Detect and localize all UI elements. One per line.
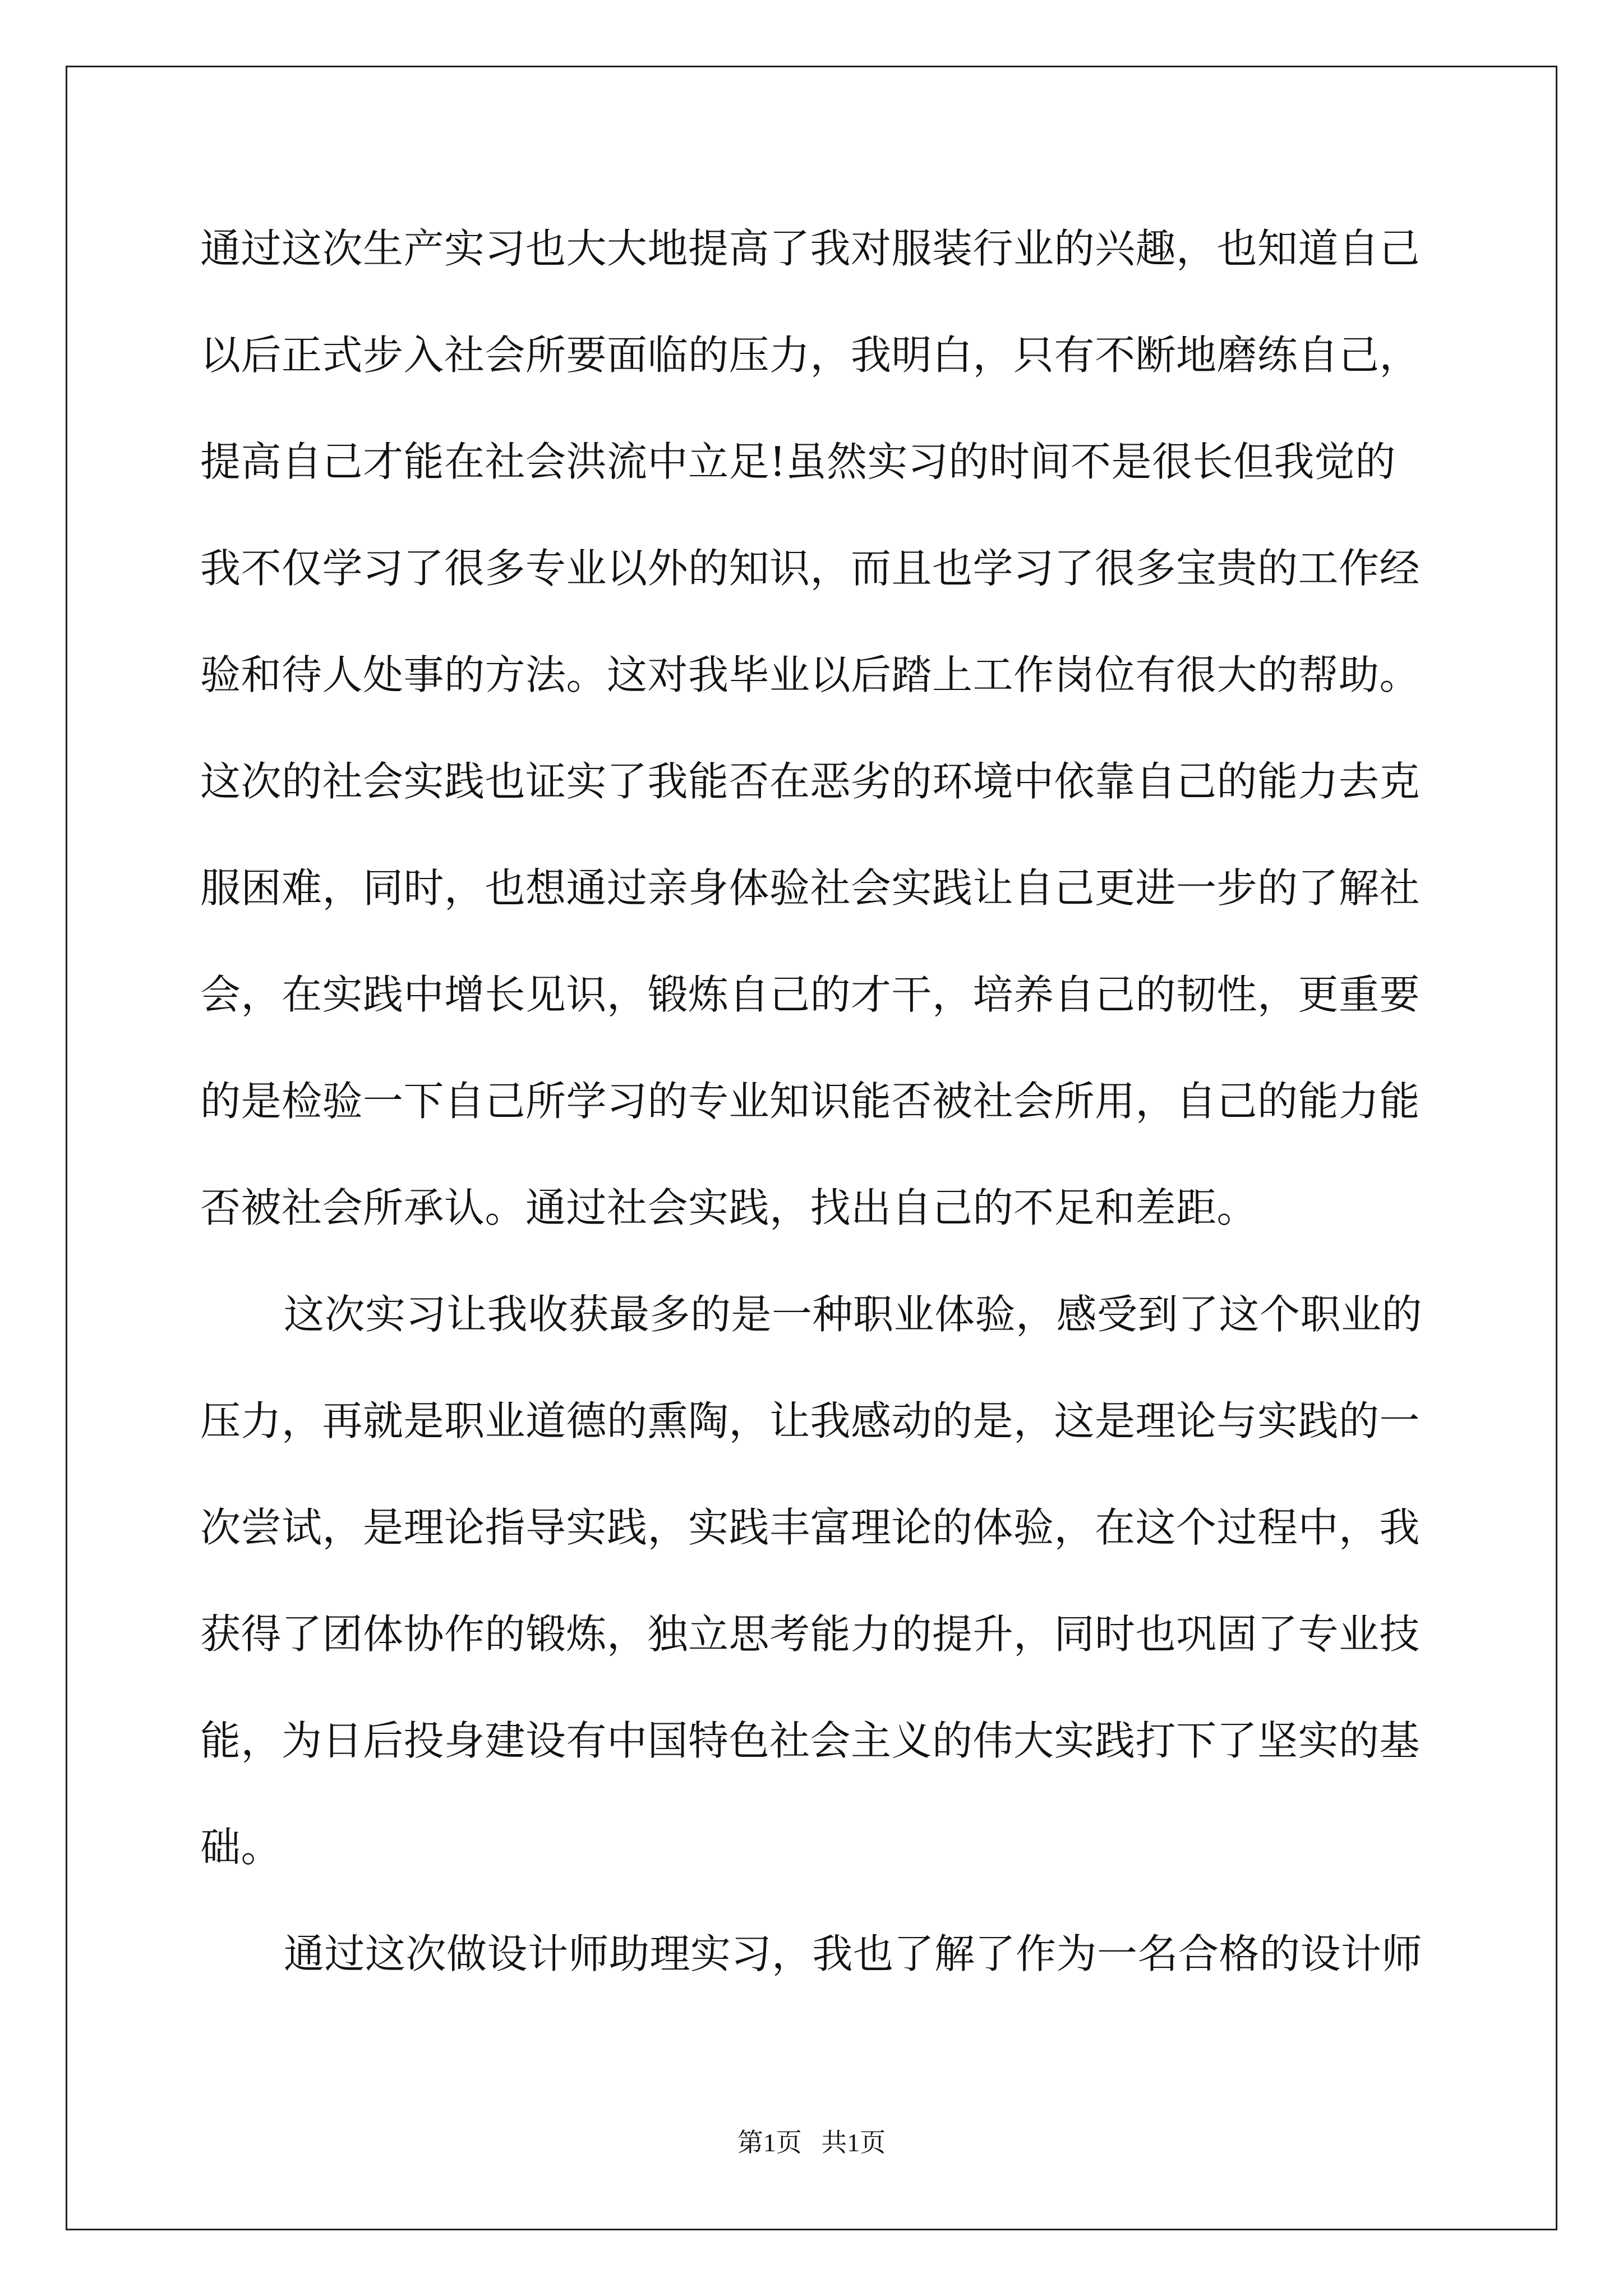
page-number: 第1页 共1页 bbox=[737, 2128, 886, 2157]
text-line: 验和待人处事的方法。这对我毕业以后踏上工作岗位有很大的帮助。 bbox=[200, 651, 1421, 698]
text-line: 提高自己才能在社会洪流中立足!虽然实习的时间不是很长但我觉的 bbox=[200, 438, 1396, 485]
text-line: 的是检验一下自己所学习的专业知识能否被社会所用，自己的能力能 bbox=[200, 1078, 1421, 1125]
text-line: 这次的社会实践也证实了我能否在恶劣的环境中依靠自己的能力去克 bbox=[200, 758, 1421, 805]
text-line: 础。 bbox=[200, 1824, 282, 1871]
text-line: 会，在实践中增长见识，锻炼自己的才干，培养自己的韧性，更重要 bbox=[200, 971, 1421, 1018]
text-line: 我不仅学习了很多专业以外的知识，而且也学习了很多宝贵的工作经 bbox=[200, 545, 1421, 592]
paragraph-start-line: 这次实习让我收获最多的是一种职业体验，感受到了这个职业的 bbox=[284, 1291, 1423, 1338]
paragraph-start-line: 通过这次做设计师助理实习，我也了解了作为一名合格的设计师 bbox=[284, 1930, 1423, 1977]
text-line: 次尝试，是理论指导实践，实践丰富理论的体验，在这个过程中，我 bbox=[200, 1504, 1421, 1551]
text-line: 能，为日后投身建设有中国特色社会主义的伟大实践打下了坚实的基 bbox=[200, 1717, 1421, 1764]
page-border bbox=[66, 66, 1557, 2230]
text-line: 服困难，同时，也想通过亲身体验社会实践让自己更进一步的了解社 bbox=[200, 864, 1421, 912]
text-line: 压力，再就是职业道德的熏陶，让我感动的是，这是理论与实践的一 bbox=[200, 1397, 1421, 1444]
text-line: 否被社会所承认。通过社会实践，找出自己的不足和差距。 bbox=[200, 1184, 1258, 1231]
text-line: 通过这次生产实习也大大地提高了我对服装行业的兴趣，也知道自己 bbox=[200, 225, 1421, 272]
text-line: 以后正式步入社会所要面临的压力，我明白，只有不断地磨练自己， bbox=[200, 332, 1421, 379]
text-line: 获得了团体协作的锻炼，独立思考能力的提升，同时也巩固了专业技 bbox=[200, 1611, 1421, 1658]
